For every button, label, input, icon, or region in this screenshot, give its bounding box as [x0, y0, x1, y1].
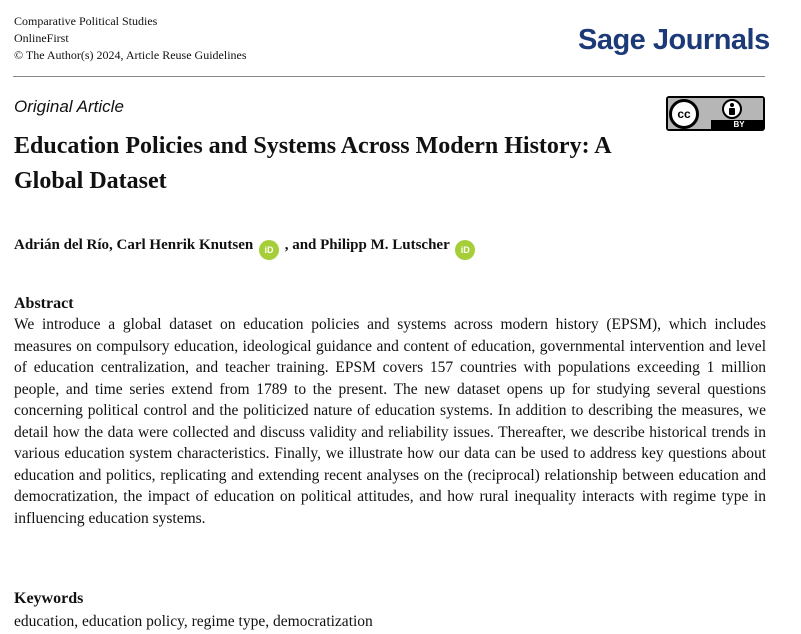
keywords-list: education, education policy, regime type, democratization [14, 613, 373, 630]
header-divider [13, 76, 765, 77]
cc-by-license-icon[interactable] [666, 96, 765, 131]
abstract-heading: Abstract [14, 295, 74, 312]
author-list [14, 234, 477, 260]
abstract-text: We introduce a global dataset on education policies and systems across modern history (EPSM), which includes measures on compulsory education, ideological guidance and content of education, governmental intervention and level of education centralization, and teacher training. EPSM covers 157 countries with populations exceeding 1 million people, and time series extend from 1789 to the present. The new dataset opens up for studying several questions concerning political control and the politicized nature of education systems. In addition to describing the measures, we detail how the data were collected and discuss validity and reliability issues. Thereafter, we describe historical trends in various education system characteristics. Finally, we illustrate how our data can be used to address key questions about education and politics, replicating and extending recent analyses on the (reciprocal) relationship between education and democratization, the impact of education on political attitudes, and how rural inequality interacts with regime type in influencing education systems. [14, 316, 766, 527]
author-name[interactable]: Philipp M. Lutscher [320, 237, 450, 253]
journal-meta [14, 13, 247, 64]
attribution-person-icon [722, 99, 742, 119]
copyright-line[interactable]: © The Author(s) 2024, Article Reuse Guidelines [14, 48, 247, 62]
article-title: Education Policies and Systems Across Modern History: A Global Dataset [14, 133, 611, 194]
keywords-heading: Keywords [14, 590, 84, 607]
author-separator: , [109, 237, 117, 253]
publication-status: OnlineFirst [14, 31, 69, 45]
journal-name: Comparative Political Studies [14, 14, 158, 28]
cc-logo-icon: cc [669, 99, 699, 129]
article-type: Original Article [14, 97, 124, 116]
author-name[interactable]: Adrián del Río [14, 237, 110, 253]
sage-journals-logo[interactable]: Sage Journals [578, 24, 770, 56]
orcid-icon[interactable]: iD [259, 240, 279, 260]
author-name[interactable]: Carl Henrik Knutsen [116, 237, 254, 253]
license-by-label: BY [733, 120, 745, 129]
orcid-icon[interactable]: iD [455, 240, 475, 260]
author-separator: , and [280, 237, 321, 253]
